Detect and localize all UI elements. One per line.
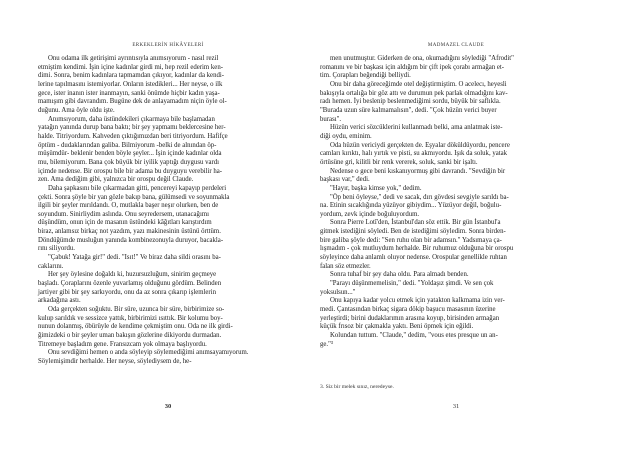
page-number-right: 31	[452, 403, 460, 410]
paragraph: "Öp beni öyleyse," dedi ve sacak, dırı gövdesi sevgiyle sarıldı ba- na. Etinin sıcaklığında yüzüyor gibiydim... Yüzüyor değil, boğulu- yordum, zevk içinde boğuluyordum.	[320, 193, 509, 218]
paragraph: Hüzün verici sözcüklerini kullanmadı belki, ama anlatmak iste- diği oydu, eminim.	[320, 124, 503, 140]
running-head-right: MADMAZEL CLAUDE	[427, 43, 485, 48]
paragraph: Her şey öylesine doğaldı ki, huzursuzluğum, sinirim geçmeye başladı. Çoraplarını özenle yuvarlamış olduğunu gördüm. Belinden jartiyer gibi bir şey sarkıyordu, onu da az sonra çıkarıp işlemlerin arkadağına astı.	[38, 271, 222, 305]
paragraph: Onu kapıya kadar yolcu etmek için yatakton kalkmama izin ver- medi. Çantasından birkaç sigara dökip başucu masasının üzerine yerleştirdi; birini dudaklarımın arasına koyup, birisinden armağan küçük frısoz bir çakmakla yaktı. Beni öpmek için eğildi.	[320, 297, 505, 331]
paragraph: men unutmuştur. Giderken de ona, okumadığını söylediği "Afrodit" romanını ve bir başkası için aldığım bir çift ipek çorabı armağan et- tim. Çorapları beğendiği belliydi.	[320, 55, 514, 80]
right-page-body	[320, 55, 592, 349]
right-page	[320, 0, 592, 452]
running-head-left: ERKEKLERİN HİKÂYELERİ	[132, 43, 204, 48]
paragraph: Sonra tuhaf bir şey daha oldu. Para almadı benden.	[330, 271, 469, 279]
left-page	[38, 0, 298, 452]
paragraph: "Parayı düşünmemelisin," dedi. "Yoldaşız şimdi. Ve sen çok yoksulsun..."	[320, 280, 494, 296]
paragraph: Onu bir daha göreceğimde otel değiştirmiştim. O acelecı, heyesli bakışıyla ortalığa bir göz attı ve durumun pek parlak olmadığını kav- radı hemen. İyi beslenip beslenmediğimi sordu, büyük bir saflıkla. "Burada uzun süre kalmamalısın", dedi. "Çok hüzün verici buyer burası".	[320, 80, 508, 123]
paragraph: Nedense o gece beni kıskanıyormuş gibi davrandı. "Sevdiğin bir başkası var," dedi.	[320, 167, 506, 184]
paragraph: Anımsıyorum, daha üstündekileri çıkarmaya bile başlamadan yatağın yanında durup bana baktı; bir şey yapmamı beklercesine her- halde. Titriyordum. Kahveden çıktığımızdan beri titriyordum. Hafifçe öptüm - dudaklarından galiba. Bilmiyorum -belki de alnından öp- müşümdür- beklenir benden böyle şeyler... İşin içinde kadınlar olda mu, bilemiyorum. Bana çok büyük bir iyilik yaptığı duygusu vardı içimde nedense. Bir orospu bile bir adama bu duyguyu verebilir ha- zen. Ama dediğim gibi, yalnızca bir orospu değil Claude.	[38, 115, 228, 184]
paragraph: Oda gerçekten soğuktu. Bir süre, uzunca bir süre, birbirimize so- kulup sarıldık ve sessizce yattık, birbirimizi ısıttık. Bir kolumu boy- nunun dolanmış, öbürüyle de kendime çekmiştim onu. Oda ne ilk girdi- ğimizdeki o bir şeyler uman bakışın gözlerine dikiyordu durmadan. Titremeye başladım gene. Fransızcam yok olmaya başlıyordu.	[38, 306, 233, 348]
paragraph: "Hayır, başka kimse yok," dedim.	[330, 184, 422, 192]
paragraph: "Çabuk! Yatağa gir!" dedi. "Isıt!" Ve biraz daha sildi orasını ba- caklarını.	[38, 254, 221, 270]
paragraph: Daha şapkasını bile çıkarmadan gitti, pencereyi kapayıp perdeleri çekti. Sonra şöyle bir yan gözle bakıp bana, gülümsedi ve soyunmakla ilgili bir şeyler mırıldandı. O, mutlakla başer neşır olurken, ben de soyundum. Sinirliydim aslında. Onu seyredersem, utanacağımı düşündüm, onun için de masanın üstündeki kâğıtları karıştırdım biraz, anlamsız birkaç not yazdım, yazı makinesinin üstünü örttüm. Döndüğümde musluğun yanında kombinezonuyla duruyor, bacakla- rını siliyordu.	[38, 184, 230, 253]
footnote: 3. Siz bir melek sınız, neredeyse.	[320, 384, 394, 390]
paragraph: Sonra Pierre Lotî'den, İstanbul'dan söz ettik. Bir gün İstanbul'a gitmek istediğini söyledi. Ben de istediğimi söyledim. Sonra birden- bire galiba şöyle dedi: "Sen ruhu olan bir adamsın." Yadsımaya ça- lışmadım - çok mutluydum herhalde. Bir ruhumuz olduğuna bir orospu söyleyince daha anlamlı oluyor nedense. Orospular genellikle ruhtan falan söz etmezler.	[320, 219, 514, 270]
paragraph: Onu sevdiğimi hemen o anda söyleyip söylemediğimi anımsayamıyorum. Söylemişimdir herhalde. Her neyse, söylediysem de, he-	[38, 349, 249, 365]
left-page-body	[38, 55, 298, 367]
page-number-left: 30	[164, 403, 172, 410]
paragraph: Oda hüzün vericiydi gerçekten de. Eşyalar döküldüyordu, pencere camları kırıktı, halı yırtık ve pisti, su akmıyordu. Işık da soluk, yatak örtüsüne gri, kilitli bir renk vererek, soluk, sanki bir işaltı.	[320, 141, 510, 166]
paragraph: Kolundan tuttum. "Claude," dedim, "vous etes presque un an- ge."³	[320, 332, 498, 348]
paragraph: Onu odama ilk getirişimi ayrıntısıyla anımsıyorum - nasıl rezil etmiştim kendimi. İşin içine kadınlar girdi mi, hep rezil ederim ken- dimi. Sonra, benim kadınlara tapmamdan çıkıyor, kadınlar da kendi- lerine tapılmasını istemiyorlar. Onların istedikleri... Her neyse, o ilk gece, ister inanın ister inanmayın, sanki önümde hiçbir kadın yaşa- mamışım gibi davrandım. Bugüne dek de anlayamadım niçin öyle ol- duğunu. Ama öyle oldu işte.	[38, 55, 227, 114]
